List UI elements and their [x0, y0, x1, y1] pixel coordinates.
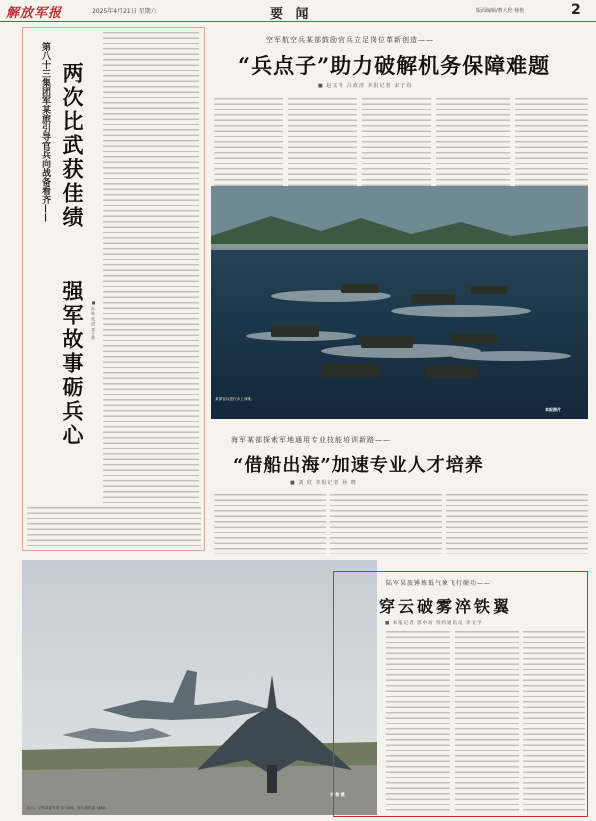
- top-article-column-3: [362, 98, 431, 186]
- left-article-kicker: 第八十三集团军某旅引导官兵向战备看齐——: [40, 42, 50, 222]
- bottom-right-article-column-3: [523, 631, 585, 813]
- left-article-byline: ■ 孙 林 张 清 李子斌: [91, 300, 96, 340]
- top-article-title: “兵点子”助力破解机务保障难题: [238, 53, 551, 78]
- bottom-right-article-column-2: [455, 631, 519, 813]
- page-editor: 版面编辑/曹大伦 杨艳: [476, 8, 525, 14]
- top-photo-credit: 本报图片: [545, 407, 561, 412]
- left-article-body: [103, 32, 199, 504]
- middle-article-kicker: 海军某部探索军地通用专业技能培训新路——: [231, 436, 391, 444]
- bottom-photo-caption: 近日，空军某部开展飞行训练。图为战机起飞瞬间。: [27, 806, 110, 810]
- middle-article-column-1: [214, 494, 326, 554]
- page-number: 2: [571, 2, 581, 18]
- middle-article-byline: ■ 刘 欣 本报记者 孙 晓: [290, 480, 357, 486]
- left-article-title-line-1: 两次比武获佳绩: [60, 62, 85, 230]
- left-article-title-line-2: 强军故事砺兵心: [60, 280, 85, 448]
- bottom-photo-credit: 刘 敬 摄: [330, 792, 345, 797]
- newspaper-logo: 解放军报: [6, 6, 63, 21]
- middle-article-column-2: [330, 494, 442, 554]
- bottom-right-article-column-1: [386, 631, 450, 813]
- bottom-right-article-kicker: 陆军某旅锤炼低气象飞行硬功——: [386, 580, 492, 587]
- amphibious-vehicles-photo: [211, 186, 588, 419]
- section-title: 要 闻: [270, 7, 313, 22]
- top-article-column-4: [436, 98, 510, 186]
- bottom-right-article-byline: ■ 本报记者 郭中坊 特约通讯员 李文学: [385, 621, 483, 626]
- fighter-jets-photo: [22, 560, 377, 815]
- issue-date: 2025年4月21日 星期六: [92, 8, 157, 15]
- top-photo-caption: 某部官兵进行水上训练。: [215, 397, 255, 401]
- top-article-column-5: [515, 98, 588, 186]
- middle-article-title: “借船出海”加速专业人才培养: [233, 455, 484, 476]
- left-article-body-continued: [27, 507, 201, 549]
- middle-article-column-3: [446, 494, 588, 554]
- top-article-column-1: [214, 98, 283, 186]
- bottom-right-article-title: 穿云破雾淬铁翼: [379, 597, 513, 616]
- top-article-byline: ■ 赵又冬 吕政清 本报记者 宋子均: [318, 83, 413, 89]
- top-article-column-2: [288, 98, 357, 186]
- top-article-kicker: 空军航空兵某部鼓励官兵立足岗位革新创造——: [266, 36, 434, 44]
